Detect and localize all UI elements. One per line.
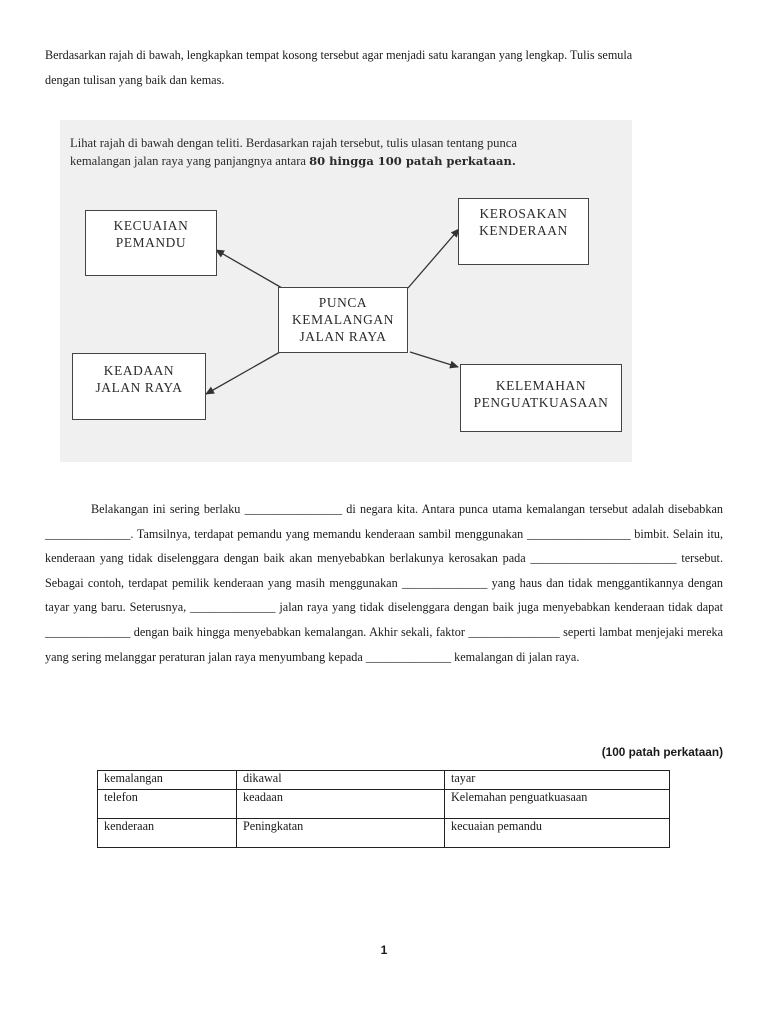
fill-in-passage [45,497,723,669]
kerosakan-line-2: KENDERAAN [479,223,568,238]
figure-instruction-line-1: Lihat rajah di bawah dengan teliti. Berdasarkan rajah tersebut, tulis ulasan tentang punca [70,136,517,150]
center-line-2: KEMALANGAN [292,312,394,327]
arrow-to-keadaan [206,352,280,394]
arrow-to-kecuaian [216,250,282,288]
word-count-note: (100 patah perkataan) [601,745,723,759]
table-cell: kemalangan [98,771,237,790]
arrow-to-kerosakan [408,229,459,288]
table-cell: kenderaan [98,819,237,848]
table-cell: tayar [445,771,670,790]
mind-map-figure [60,120,632,462]
passage-text: Belakangan ini sering berlaku ________________ di negara kita. Antara punca utama kemalangan tersebut adalah disebabkan ______________. Tamsilnya, terdapat pemandu yang memandu kenderaan sambil menggunakan _________________ bimbit. Selain itu, kenderaan yang tidak diselenggara dengan baik akan menyebabkan berlakunya kerosakan pada ________________________ tersebut. Sebagai contoh, terdapat pemilik kenderaan yang masih menggunakan ______________ yang haus dan tidak menggantikannya dengan tayar yang baru. Seterusnya, ______________ jalan raya yang tidak diselenggara dengan baik juga menyebabkan kenderaan tidak dapat ______________ dengan baik hingga menyebabkan kemalangan. Akhir sekali, faktor _______________ seperti lambat menjejaki mereka yang sering melanggar peraturan jalan raya menyumbang kepada ______________ kemalangan di jalan raya. [45,502,723,664]
kecuaian-line-1: KECUAIAN [113,218,189,233]
table-row [98,819,670,848]
word-bank-table [97,770,670,848]
table-row [98,790,670,819]
box-kerosakan-kenderaan [458,198,589,265]
table-cell: kecuaian pemandu [445,819,670,848]
table-row [98,771,670,790]
table-cell: keadaan [237,790,445,819]
box-keadaan-jalan-raya [72,353,206,420]
center-line-1: PUNCA [318,295,368,310]
kerosakan-line-1: KEROSAKAN [479,206,568,221]
kelemahan-line-1: KELEMAHAN [495,378,587,393]
center-box-punca [278,287,408,353]
kelemahan-line-2: PENGUATKUASAAN [473,395,609,410]
kecuaian-line-2: PEMANDU [115,235,187,250]
figure-instruction-word-count: 80 hingga 100 patah perkataan. [309,154,516,168]
instruction-line-2: dengan tulisan yang baik dan kemas. [45,73,225,87]
page-number: 1 [380,943,388,957]
figure-instruction-line-2-start: kemalangan jalan raya yang panjangnya antara [70,154,310,168]
table-cell: dikawal [237,771,445,790]
table-cell: telefon [98,790,237,819]
arrow-to-kelemahan [410,352,458,367]
box-kecuaian-pemandu [85,210,217,276]
box-kelemahan-penguatkuasaan [460,364,622,432]
center-line-3: JALAN RAYA [299,329,387,344]
keadaan-line-1: KEADAAN [103,363,175,378]
table-cell: Kelemahan penguatkuasaan [445,790,670,819]
table-cell: Peningkatan [237,819,445,848]
keadaan-line-2: JALAN RAYA [95,380,183,395]
instruction-text [45,43,723,93]
instruction-line-1: Berdasarkan rajah di bawah, lengkapkan tempat kosong tersebut agar menjadi satu karangan yang lengkap. Tulis semula [45,48,633,62]
